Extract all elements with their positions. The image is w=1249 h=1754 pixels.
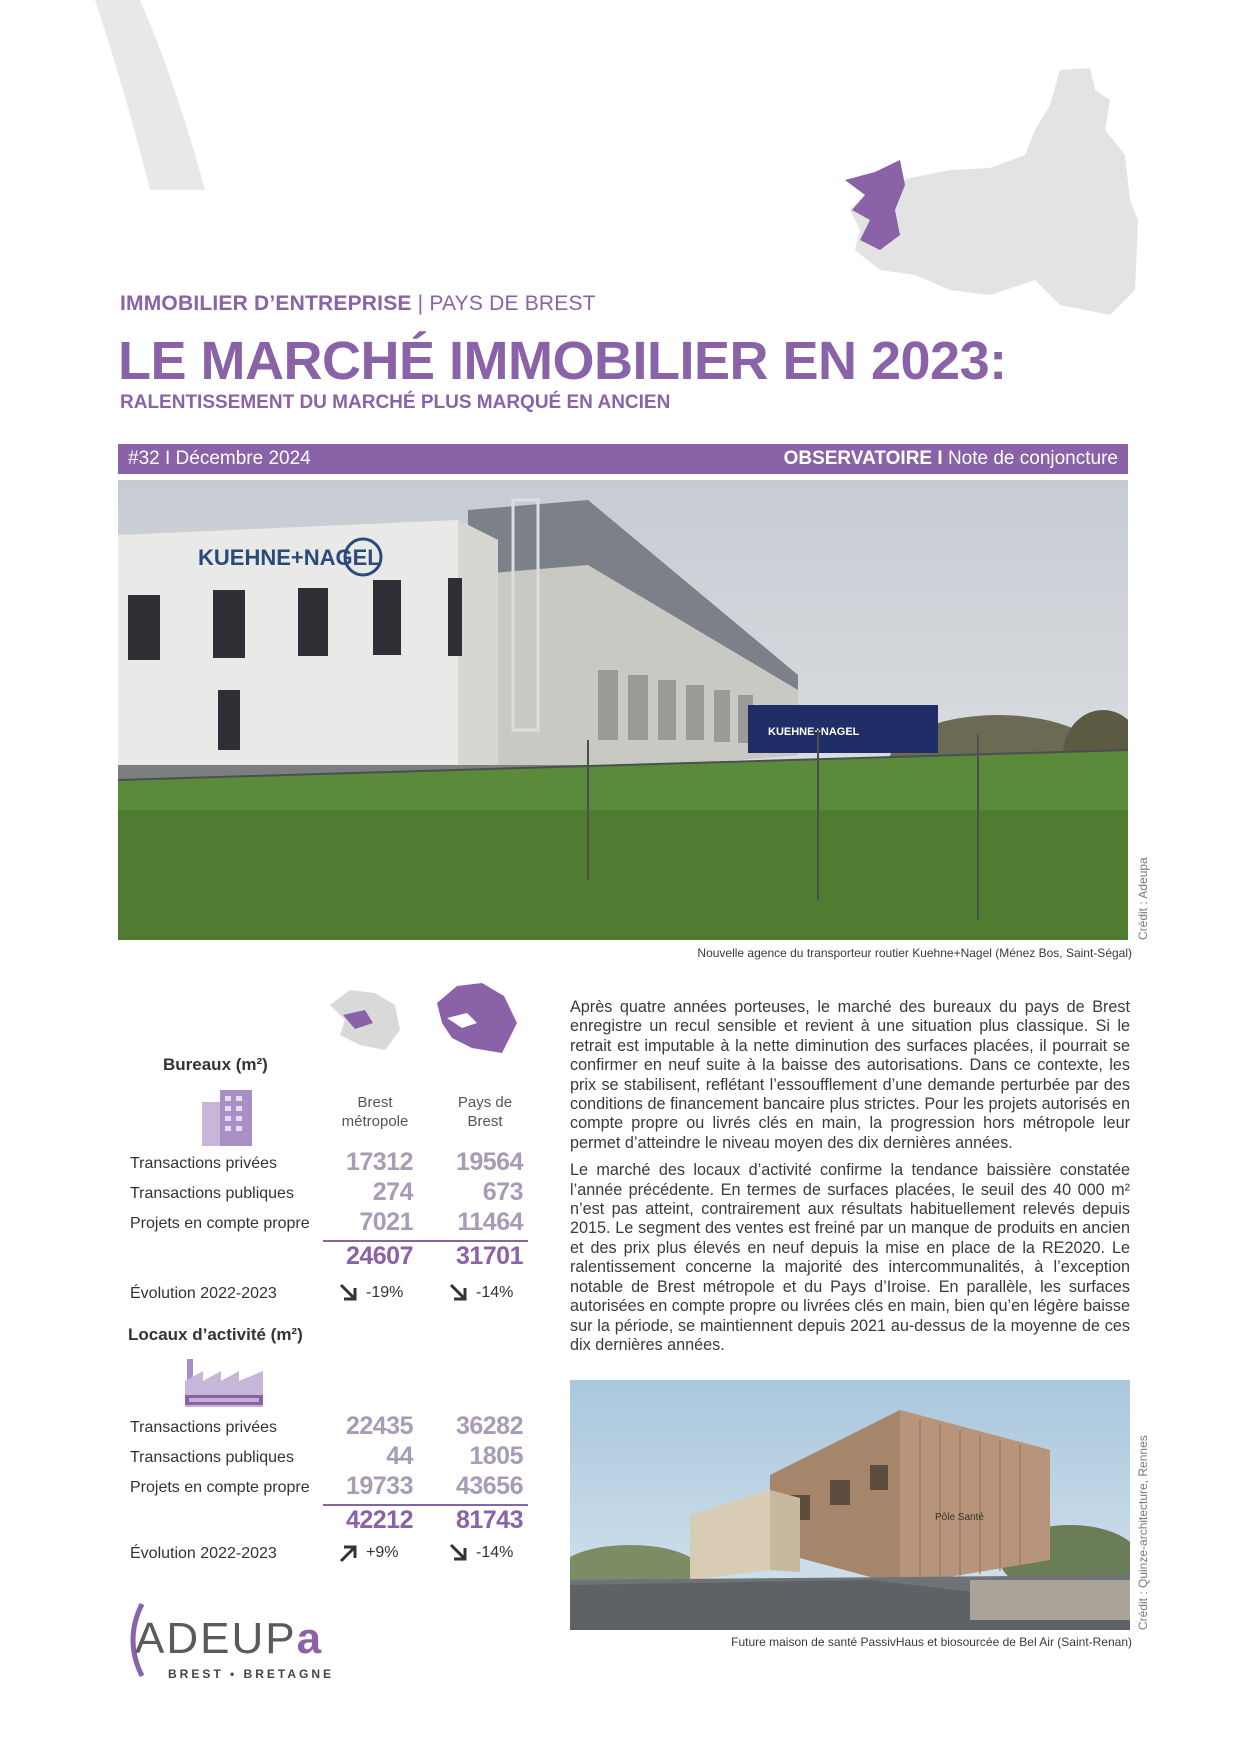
kicker — [120, 292, 596, 316]
logo-wordmark — [135, 1614, 323, 1664]
arrow-down-right-icon — [338, 1282, 360, 1304]
logo-subtitle: BREST • BRETAGNE — [168, 1667, 334, 1681]
warehouse-photo — [118, 480, 1128, 940]
col-header-line: Brest — [357, 1094, 393, 1111]
series-label — [784, 448, 1118, 470]
col-header-pays-de-brest — [440, 1093, 530, 1131]
kicker-bold: IMMOBILIER D’ENTREPRISE — [120, 292, 412, 315]
page-title: LE MARCHÉ IMMOBILIER EN 2023: — [118, 331, 1007, 391]
evolution-pays-value: -14% — [476, 1544, 514, 1561]
evolution-pays — [448, 1282, 513, 1304]
brittany-map-icon — [840, 60, 1140, 320]
value-pays: 43656 — [455, 1472, 523, 1500]
row-label: Projets en compte propre — [130, 1479, 310, 1496]
value-pays: 673 — [482, 1178, 523, 1206]
section-title-locaux: Locaux d’activité (m²) — [128, 1325, 303, 1344]
building-sign: Pôle Santé — [935, 1512, 984, 1523]
value-brest: 44 — [386, 1442, 413, 1470]
total-pays: 81743 — [455, 1506, 523, 1534]
value-pays: 19564 — [455, 1148, 523, 1176]
value-pays: 1805 — [469, 1442, 523, 1470]
arrow-down-right-icon — [448, 1282, 470, 1304]
issue-number: #32 I Décembre 2024 — [128, 448, 311, 469]
evolution-brest-value: -19% — [366, 1284, 404, 1301]
pays-de-brest-map-icon — [432, 978, 522, 1058]
col-header-brest-metropole — [330, 1093, 420, 1131]
total-pays: 31701 — [455, 1242, 523, 1270]
series-rest: Note de conjoncture — [947, 448, 1118, 469]
issue-band — [118, 444, 1128, 474]
decorative-swoosh — [0, 0, 260, 200]
building-sign: KUEHNE+NAGEL — [198, 545, 381, 570]
body-paragraph-2: Le marché des locaux d’activité confirme la tendance baissière constatée l’année précédente. En termes de surfaces placées, le seuil des 40 000 m² n’est pas atteint, contrairement aux résultats habituellement relevés depuis 2015. Le segment des ventes est freiné par un manque de produits en ancien et des prix plus élevés en neuf depuis la mise en place de la RE2020. Le ralentissement concerne la majorité des intercommunalités, à l’exception notable de Brest métropole et du Pays d’Iroise. En parallèle, les surfaces autorisées en compte propre ou livrées clés en main, bien qu’en légère baisse sur la période, se maintiennent depuis 2021 au-dessus de la moyenne de ces dix dernières années. — [570, 1161, 1130, 1354]
evolution-pays — [448, 1542, 513, 1564]
arrow-up-right-icon — [338, 1542, 360, 1564]
series-bold: OBSERVATOIRE I — [783, 448, 943, 469]
evolution-pays-value: -14% — [476, 1284, 514, 1301]
evolution-label: Évolution 2022-2023 — [130, 1545, 277, 1562]
total-brest: 42212 — [345, 1506, 413, 1534]
total-brest: 24607 — [345, 1242, 413, 1270]
row-label: Transactions publiques — [130, 1449, 294, 1466]
row-label: Transactions privées — [130, 1155, 278, 1172]
value-pays: 36282 — [455, 1412, 523, 1440]
factory-icon — [183, 1357, 265, 1409]
photo-credit-main: Crédit : Adeupa — [1136, 857, 1150, 940]
value-brest: 19733 — [345, 1472, 413, 1500]
row-label: Projets en compte propre — [130, 1215, 310, 1232]
brest-metropole-map-icon — [325, 985, 405, 1055]
body-paragraph-1: Après quatre années porteuses, le marché des bureaux du pays de Brest enregistre un recul sensible et revient à une situation plus classique. Si le retrait est imputable à la nette diminution des surfaces placées, il pourrait se confirmer en neuf suite à la baisse des autorisations. Dans ce contexte, les prix se stabilisent, reflétant l’essoufflement d’une demande perturbée par des conditions de financement bancaire plus strictes. Pour les projets autorisés en compte propre ou livrés clés en main, la progression hors métropole leur permet d’atteindre le niveau moyen des dix dernières années. — [570, 998, 1130, 1152]
section-title-bureaux: Bureaux (m²) — [163, 1055, 268, 1074]
photo-caption-main: Nouvelle agence du transporteur routier Kuehne+Nagel (Ménez Bos, Saint-Ségal) — [697, 946, 1132, 960]
col-header-line: Pays de — [457, 1094, 513, 1111]
value-brest: 274 — [372, 1178, 413, 1206]
office-building-icon — [196, 1088, 258, 1146]
evolution-brest — [338, 1282, 403, 1304]
photo-credit-second: Crédit : Quinze-architecture, Rennes — [1136, 1435, 1150, 1630]
value-brest: 7021 — [359, 1208, 413, 1236]
row-label: Transactions privées — [130, 1419, 278, 1436]
row-label: Transactions publiques — [130, 1185, 294, 1202]
logo-main: ADEUP — [135, 1614, 297, 1663]
evolution-brest — [338, 1542, 398, 1564]
value-pays: 11464 — [457, 1208, 523, 1236]
value-brest: 22435 — [345, 1412, 413, 1440]
col-header-line: métropole — [341, 1113, 409, 1130]
logo-accent: a — [296, 1614, 324, 1663]
kicker-rest: | PAYS DE BREST — [417, 292, 596, 315]
health-center-photo — [570, 1380, 1130, 1630]
photo-caption-second: Future maison de santé PassivHaus et biosourcée de Bel Air (Saint-Renan) — [731, 1635, 1132, 1649]
arrow-down-right-icon — [448, 1542, 470, 1564]
body-text — [570, 998, 1130, 1363]
page-subtitle: RALENTISSEMENT DU MARCHÉ PLUS MARQUÉ EN ANCIEN — [120, 392, 671, 413]
col-header-line: Brest — [467, 1113, 503, 1130]
value-brest: 17312 — [345, 1148, 413, 1176]
truck-sign: KUEHNE+NAGEL — [768, 726, 860, 738]
evolution-label: Évolution 2022-2023 — [130, 1285, 277, 1302]
evolution-brest-value: +9% — [366, 1544, 399, 1561]
